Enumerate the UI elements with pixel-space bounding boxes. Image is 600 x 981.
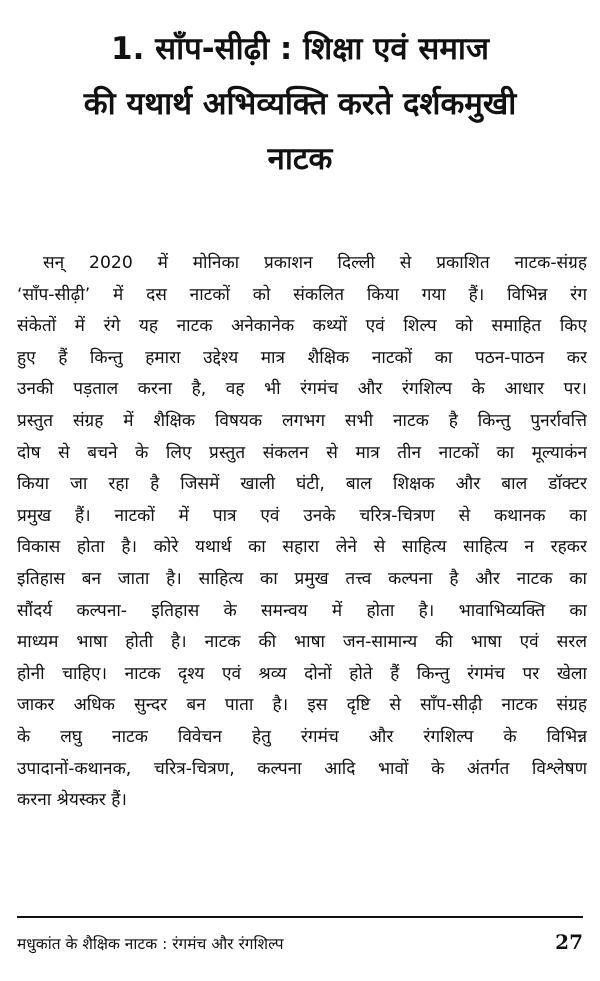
chapter-title bbox=[20, 22, 580, 187]
chapter-title-line: की यथार्थ अभिव्यक्ति करते दर्शकमुखी bbox=[83, 86, 517, 122]
paragraph-line: प्रमुख हैं। नाटकों में पात्र एवं उनके चरित्र-चित्रण से कथानक का bbox=[17, 505, 587, 526]
paragraph-line: उपादानों-कथानक, चरित्र-चित्रण, कल्पना आदि भावों के अंतर्गत विश्लेषण bbox=[17, 758, 587, 779]
page-number: 27 bbox=[555, 930, 583, 954]
paragraph-line: दोष से बचने के लिए प्रस्तुत संकलन से मात्र तीन नाटकों का मूल्याकंन bbox=[17, 442, 587, 463]
paragraph-line: प्रस्तुत संग्रह में शैक्षिक विषयक लगभग सभी नाटक है किन्तु पुनर्रावत्ति bbox=[17, 410, 587, 431]
paragraph-line: सौंदर्य कल्पना- इतिहास के समन्वय में होता है। भावाभिव्यक्ति का bbox=[17, 600, 587, 621]
paragraph-line: सन् 2020 में मोनिका प्रकाशन दिल्ली से प्रकाशित नाटक-संग्रह bbox=[43, 253, 587, 273]
paragraph-line: जाकर अधिक सुन्दर बन पाता है। इस दृष्टि से साँप-सीढ़ी नाटक संग्रह bbox=[17, 695, 587, 716]
paragraph-line: के लघु नाटक विवेचन हेतु रंगमंच और रंगशिल्प के विभिन्न bbox=[17, 726, 587, 747]
paragraph-line: ‘साँप-सीढ़ी’ में दस नाटकों को संकलित किया गया हैं। विभिन्न रंग bbox=[17, 284, 587, 305]
paragraph-line: करना श्रेयस्कर हैं। bbox=[17, 790, 127, 811]
chapter-title-line: नाटक bbox=[267, 141, 333, 177]
paragraph-line: उनकी पड़ताल करना है, वह भी रंगमंच और रंगशिल्प के आधार पर। bbox=[17, 379, 587, 400]
body-paragraph bbox=[17, 248, 587, 817]
paragraph-line: विकास होता है। कोरे यथार्थ का सहारा लेने से साहित्य साहित्य न रहकर bbox=[17, 537, 587, 558]
footer-rule bbox=[17, 916, 583, 918]
paragraph-line: होनी चाहिए। नाटक दृश्य एवं श्रव्य दोनों होते हैं किन्तु रंगमंच पर खेला bbox=[17, 663, 587, 684]
running-head: मधुकांत के शैक्षिक नाटक : रंगमंच और रंगशिल्प bbox=[17, 935, 284, 953]
paragraph-line: किया जा रहा है जिसमें खाली घंटी, बाल शिक्षक और बाल डॉक्टर bbox=[17, 474, 587, 495]
page-footer bbox=[17, 930, 583, 956]
paragraph-line: हुए हैं किन्तु हमारा उद्देश्य मात्र शैक्षिक नाटकों का पठन-पाठन कर bbox=[17, 347, 587, 368]
chapter-title-line: 1. साँप-सीढ़ी : शिक्षा एवं समाज bbox=[111, 31, 489, 67]
paragraph-line: संकेतों में रंगे यह नाटक अनेकानेक कथ्यों एवं शिल्प को समाहित किए bbox=[17, 316, 587, 337]
paragraph-line: इतिहास बन जाता है। साहित्य का प्रमुख तत्त्व कल्पना है और नाटक का bbox=[17, 568, 587, 589]
paragraph-line: माध्यम भाषा होती है। नाटक की भाषा जन-सामान्य की भाषा एवं सरल bbox=[17, 632, 587, 653]
